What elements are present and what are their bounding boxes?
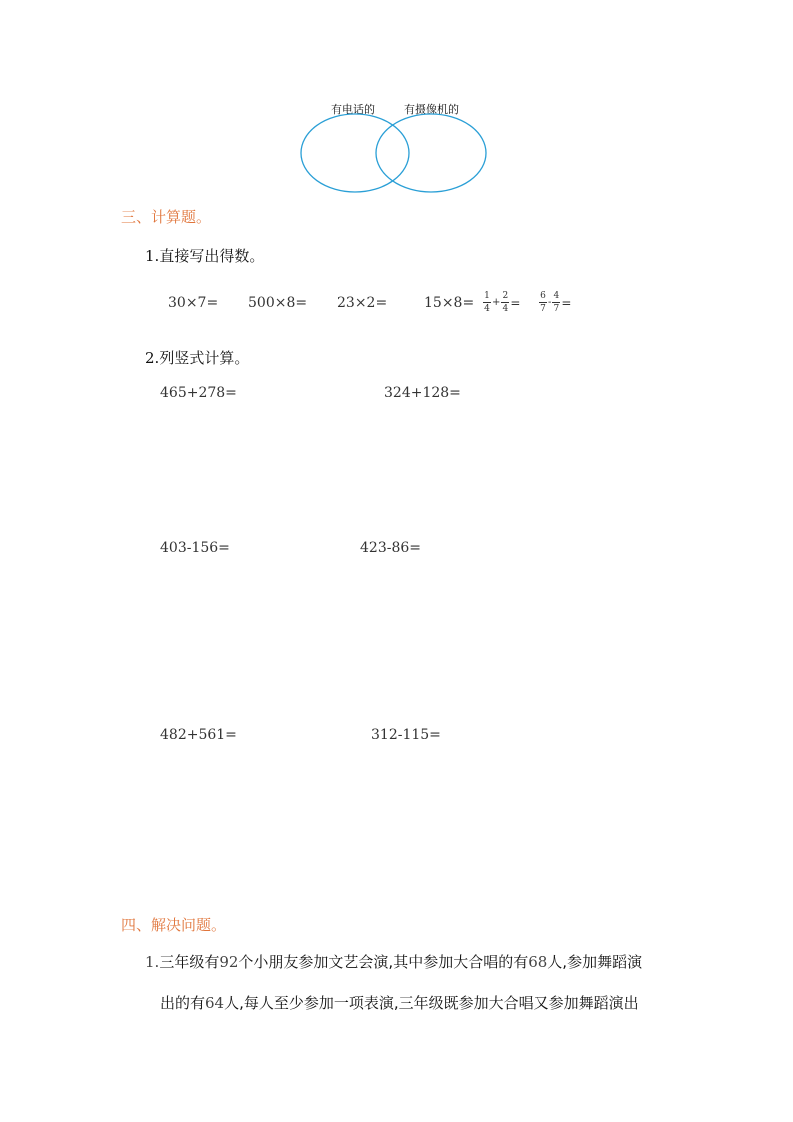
numerator: 4	[553, 291, 560, 301]
vertical-expr-4: 423-86=	[360, 540, 421, 556]
text: 出的有	[160, 994, 206, 1012]
operator: -	[548, 297, 552, 308]
fraction-expr-2	[538, 291, 571, 314]
fraction	[501, 291, 509, 314]
number: 68	[528, 953, 548, 971]
oral-expr-2: 500×8=	[248, 295, 308, 311]
question-number: 2.	[145, 349, 160, 367]
question-text: 直接写出得数。	[159, 247, 265, 265]
text: 人,参加舞蹈演	[547, 953, 643, 971]
numerator: 2	[502, 291, 509, 301]
section-3-title: 三、计算题。	[121, 208, 212, 226]
text: 三年级有	[159, 953, 220, 971]
numerator: 6	[540, 291, 546, 301]
denominator: 7	[540, 304, 546, 314]
question-text: 列竖式计算。	[159, 349, 250, 367]
denominator: 4	[502, 304, 509, 314]
vertical-expr-2: 324+128=	[384, 385, 461, 401]
denominator: 4	[484, 304, 490, 314]
venn-left-label: 有电话的	[331, 103, 375, 116]
venn-right-ellipse	[376, 114, 486, 192]
question-number: 1.	[145, 247, 160, 265]
text: 个小朋友参加文艺会演,其中参加大合唱的有	[238, 953, 529, 971]
problem-number: 1.	[145, 953, 160, 971]
equals: =	[561, 295, 572, 310]
number: 92	[219, 953, 239, 971]
vertical-expr-3: 403-156=	[160, 540, 230, 556]
problem-4-1-line-2	[160, 992, 639, 1013]
problem-4-1-line-1	[145, 951, 642, 972]
fraction	[483, 291, 491, 314]
question-3-2	[145, 347, 249, 368]
vertical-expr-1: 465+278=	[160, 385, 237, 401]
oral-expr-1: 30×7=	[168, 295, 219, 311]
vertical-expr-5: 482+561=	[160, 727, 237, 743]
fraction	[539, 291, 547, 314]
text: 人,每人至少参加一项表演,三年级既参加大合唱又参加舞蹈演出	[224, 994, 639, 1012]
section-4-title: 四、解决问题。	[121, 916, 227, 934]
equals: =	[510, 295, 521, 310]
fraction-expr-1	[482, 291, 520, 314]
number: 64	[205, 994, 225, 1012]
operator: +	[492, 297, 501, 308]
denominator: 7	[553, 304, 560, 314]
oral-expr-3: 23×2=	[337, 295, 388, 311]
venn-circles	[300, 112, 495, 198]
vertical-expr-6: 312-115=	[371, 727, 441, 743]
venn-right-label: 有摄像机的	[404, 103, 459, 116]
numerator: 1	[484, 291, 490, 301]
question-3-1	[145, 245, 264, 266]
fraction	[552, 291, 560, 314]
oral-expr-4: 15×8=	[424, 295, 475, 311]
